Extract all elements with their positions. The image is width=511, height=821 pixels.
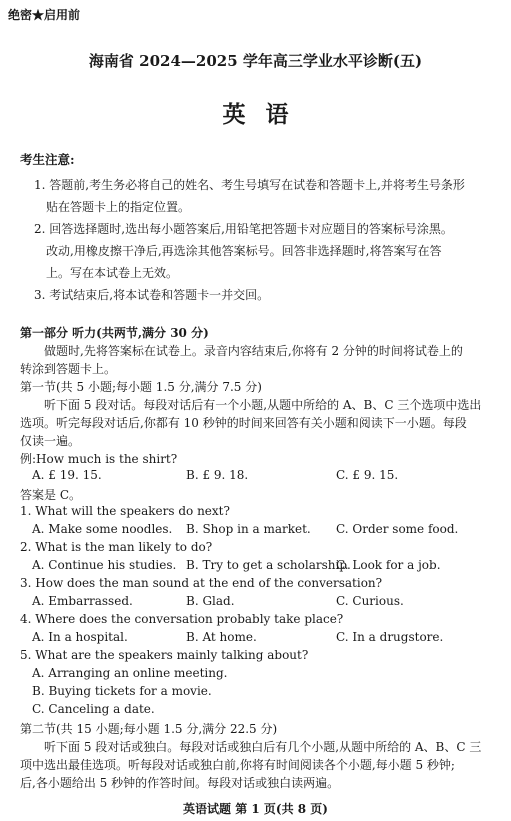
q2-option-b: B. Try to get a scholarship. — [186, 558, 351, 572]
q2-option-c: C. Look for a job. — [336, 558, 441, 572]
q4-option-b: B. At home. — [186, 630, 257, 644]
notice-heading: 考生注意: — [20, 152, 75, 167]
example-option-c: C. £ 9. 15. — [336, 468, 399, 482]
confidential-mark: 绝密★启用前 — [8, 8, 81, 22]
q5-option-b: B. Buying tickets for a movie. — [32, 684, 212, 698]
example-option-b: B. £ 9. 18. — [186, 468, 249, 482]
question-3: 3. How does the man sound at the end of the conversation? — [20, 576, 383, 590]
section1-instruction: 听下面 5 段对话。每段对话后有一个小题,从题中所给的 A、B、C 三个选项中选出 — [44, 398, 482, 412]
q3-option-a: A. Embarrassed. — [32, 594, 133, 608]
example-question: 例:How much is the shirt? — [20, 452, 178, 466]
q3-option-b: B. Glad. — [186, 594, 235, 608]
notice-item: 1. 答题前,考生务必将自己的姓名、考生号填写在试卷和答题卡上,并将考生号条形 — [34, 178, 465, 192]
part1-heading: 第一部分 听力(共两节,满分 30 分) — [20, 326, 209, 340]
notice-item: 3. 考试结束后,将本试卷和答题卡一并交回。 — [34, 288, 270, 302]
notice-item: 贴在答题卡上的指定位置。 — [46, 200, 191, 214]
part1-intro-line: 转涂到答题卡上。 — [20, 362, 117, 376]
section2-instruction: 听下面 5 段对话或独白。每段对话或独白后有几个小题,从题中所给的 A、B、C 三 — [44, 740, 482, 754]
part1-intro-line: 做题时,先将答案标在试卷上。录音内容结束后,你将有 2 分钟的时间将试卷上的 — [44, 344, 463, 358]
section2-heading: 第二节(共 15 小题;每小题 1.5 分,满分 22.5 分) — [20, 722, 278, 736]
section2-instruction: 项中选出最佳选项。听每段对话或独白前,你将有时间阅读各个小题,每小题 5 秒钟; — [20, 758, 455, 772]
q2-option-a: A. Continue his studies. — [32, 558, 177, 572]
notice-item: 改动,用橡皮擦干净后,再选涂其他答案标号。回答非选择题时,将答案写在答 — [46, 244, 442, 258]
q3-option-c: C. Curious. — [336, 594, 404, 608]
section1-instruction: 仅读一遍。 — [20, 434, 81, 448]
question-4: 4. Where does the conversation probably take place? — [20, 612, 344, 626]
q1-option-b: B. Shop in a market. — [186, 522, 311, 536]
q5-option-c: C. Canceling a date. — [32, 702, 155, 716]
q4-option-c: C. In a drugstore. — [336, 630, 444, 644]
subject-title: 英语 — [222, 101, 309, 128]
example-option-a: A. £ 19. 15. — [32, 468, 102, 482]
notice-item: 上。写在本试卷上无效。 — [46, 266, 179, 280]
exam-title: 海南省 2024—2025 学年高三学业水平诊断(五) — [88, 52, 423, 70]
q1-option-a: A. Make some noodles. — [32, 522, 173, 536]
notice-item: 2. 回答选择题时,选出每小题答案后,用铅笔把答题卡对应题目的答案标号涂黑。 — [34, 222, 453, 236]
q5-option-a: A. Arranging an online meeting. — [32, 666, 228, 680]
example-answer: 答案是 C。 — [20, 488, 81, 502]
section1-heading: 第一节(共 5 小题;每小题 1.5 分,满分 7.5 分) — [20, 380, 262, 394]
section2-instruction: 后,各小题给出 5 秒钟的作答时间。每段对话或独白读两遍。 — [20, 776, 340, 790]
q4-option-a: A. In a hospital. — [32, 630, 128, 644]
question-1: 1. What will the speakers do next? — [20, 504, 230, 518]
section1-instruction: 选项。听完每段对话后,你都有 10 秒钟的时间来回答有关小题和阅读下一小题。每段 — [20, 416, 467, 430]
q1-option-c: C. Order some food. — [336, 522, 459, 536]
page-footer: 英语试题 第 1 页(共 8 页) — [183, 802, 328, 816]
question-5: 5. What are the speakers mainly talking about? — [20, 648, 309, 662]
question-2: 2. What is the man likely to do? — [20, 540, 213, 554]
